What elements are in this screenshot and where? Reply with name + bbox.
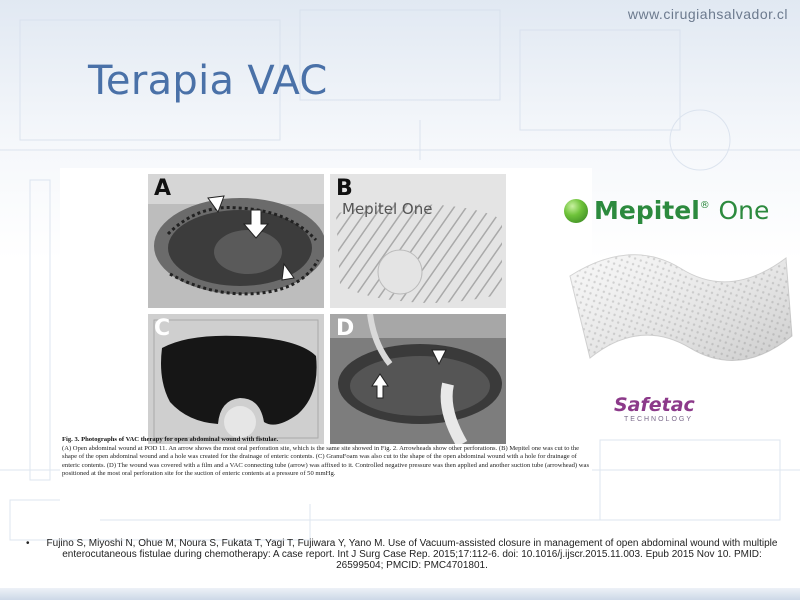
citation-text: Fujino S, Miyoshi N, Ohue M, Noura S, Fukata T, Yagi T, Fujiwara Y, Yano M. Use of Vacuum-assisted closure in management of open abdominal wound with multiple enterocutaneous fistulae during chemotherapy: A case report. Int J Surg Case Rep. 2015;17:112-6. doi: 10.1016/j.ijscr.2015.11.003. Epub 2015 Nov 10. PMID: 26599504; PMCID: PMC4701801. bbox=[46, 538, 778, 571]
safetac-logo: Safetac bbox=[614, 394, 695, 416]
bullet-icon: • bbox=[26, 538, 30, 549]
panel-b-label: Mepitel One bbox=[342, 200, 433, 218]
bottom-band bbox=[0, 588, 800, 600]
caption-body: (A) Open abdominal wound at POD 11. An arrow shows the most oral perforation site, which is the same site showed in Fig. 2. Arrowheads show other perforations. (B) Mepitel one was cut to the shape of the open abdominal wound and a hole was created for the drainage of enteric contents. (C) GranuFoam was also cut to the shape of the open abdominal wound with a hole for drainage of enteric contents. (D) The wound was covered with a film and a VAC connecting tube (arrow) was affixed to it. Controlled negative pressure was then applied and another suction tube (arrowhead) was positioned at the most oral perforation site for the suction of enteric contents at a pressure of 50 mmHg. bbox=[62, 444, 590, 478]
granufoam-photo bbox=[148, 314, 324, 444]
brand-suffix: One bbox=[718, 196, 770, 225]
photo-panel-c bbox=[148, 314, 324, 444]
panel-letter-c: C bbox=[154, 316, 171, 341]
mepitel-sheet-photo bbox=[330, 174, 506, 308]
photo-panel-d bbox=[330, 314, 506, 444]
caption-title: Fig. 3. bbox=[62, 436, 80, 443]
safetac-technology-label: TECHNOLOGY bbox=[624, 416, 694, 423]
panel-letter-d: D bbox=[336, 316, 355, 341]
panel-letter-a: A bbox=[154, 176, 172, 201]
mepitel-logo-text bbox=[594, 196, 769, 225]
site-url: www.cirugiahsalvador.cl bbox=[627, 6, 788, 22]
caption-title-rest: Photographs of VAC therapy for open abdominal wound with fistulae. bbox=[81, 436, 279, 443]
mepitel-sheet-illustration bbox=[560, 228, 796, 400]
citation-reference bbox=[26, 538, 786, 571]
registered-mark: ® bbox=[699, 200, 710, 211]
mepitel-one-logo bbox=[564, 196, 769, 225]
slide-title: Terapia VAC bbox=[88, 58, 328, 104]
photo-panel-a bbox=[148, 174, 324, 308]
figure-panel bbox=[60, 168, 592, 504]
brand-name: Mepitel bbox=[594, 196, 700, 225]
mepitel-dot-icon bbox=[564, 199, 588, 223]
photo-panel-b bbox=[330, 174, 506, 308]
wound-photo-a bbox=[148, 174, 324, 308]
figure-caption bbox=[62, 436, 590, 479]
vac-dressing-photo bbox=[330, 314, 506, 444]
panel-letter-b: B bbox=[336, 176, 353, 201]
